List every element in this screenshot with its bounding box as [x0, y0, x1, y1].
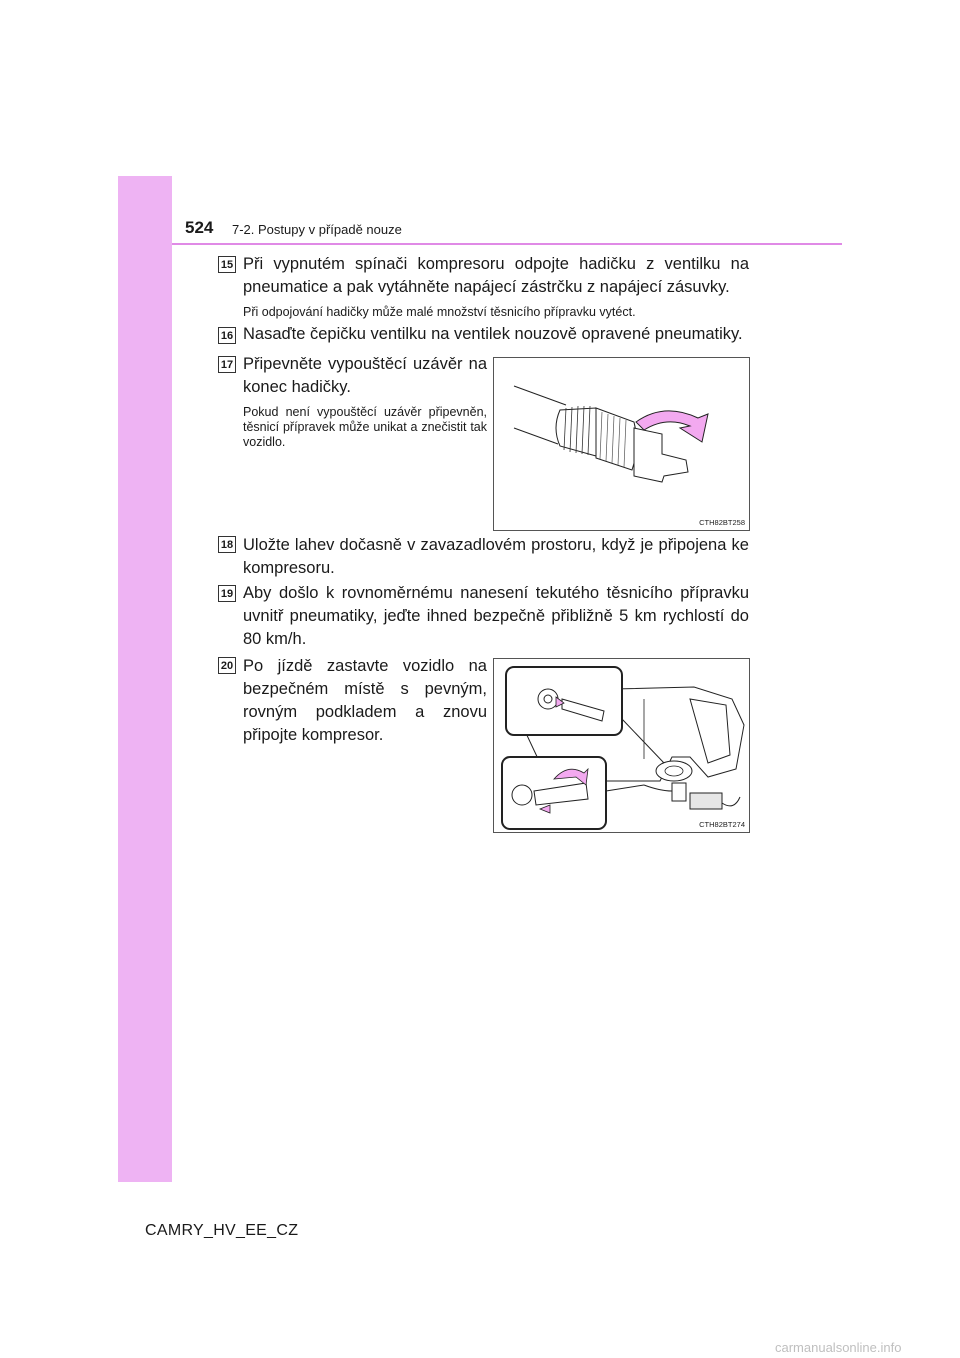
document-code: CAMRY_HV_EE_CZ	[145, 1222, 299, 1239]
step-text: Připevněte vypouštěcí uzávěr na konec hadičky.	[243, 355, 487, 396]
watermark: carmanualsonline.info	[775, 1340, 902, 1355]
step-text: Po jízdě zastavte vozidlo na bezpečném místě s pevným, rovným podkladem a znovu připojte kompresor.	[243, 657, 487, 744]
step-text: Uložte lahev dočasně v zavazadlovém prostoru, když je připojena ke kompresoru.	[243, 536, 749, 577]
step-number-badge: 15	[218, 256, 236, 273]
figure-code: CTH82BT258	[699, 518, 745, 527]
step-number-badge: 20	[218, 657, 236, 674]
header-divider	[172, 243, 842, 245]
step-number-badge: 17	[218, 356, 236, 373]
hose-cap-illustration	[494, 358, 751, 532]
step-note: Při odpojování hadičky může malé množství těsnicího přípravku vytéct.	[243, 305, 636, 319]
figure-code: CTH82BT274	[699, 820, 745, 829]
figure-reconnect-compressor	[493, 658, 750, 833]
step-text: Při vypnutém spínači kompresoru odpojte hadičku z ventilku na pneumatice a pak vytáhněte napájecí zástrčku z napájecí zásuvky.	[243, 255, 749, 296]
step-text: Nasaďte čepičku ventilku na ventilek nouzově opravené pneumatiky.	[243, 325, 743, 343]
car-compressor-illustration	[494, 659, 751, 834]
step-note: Pokud není vypouštěcí uzávěr připevněn, těsnicí přípravek může unikat a znečistit tak vozidlo.	[243, 405, 487, 449]
section-title: 7-2. Postupy v případě nouze	[232, 222, 402, 237]
page-number: 524	[185, 218, 214, 237]
step-number-badge: 16	[218, 327, 236, 344]
step-number-badge: 19	[218, 585, 236, 602]
step-number-badge: 18	[218, 536, 236, 553]
figure-hose-drain-cap	[493, 357, 750, 531]
step-text: Aby došlo k rovnoměrnému nanesení tekutého těsnicího přípravku uvnitř pneumatiky, jeďte ihned bezpečně přibližně 5 km rychlostí do 80 km/h.	[243, 584, 749, 648]
side-tab-band	[118, 176, 172, 1182]
